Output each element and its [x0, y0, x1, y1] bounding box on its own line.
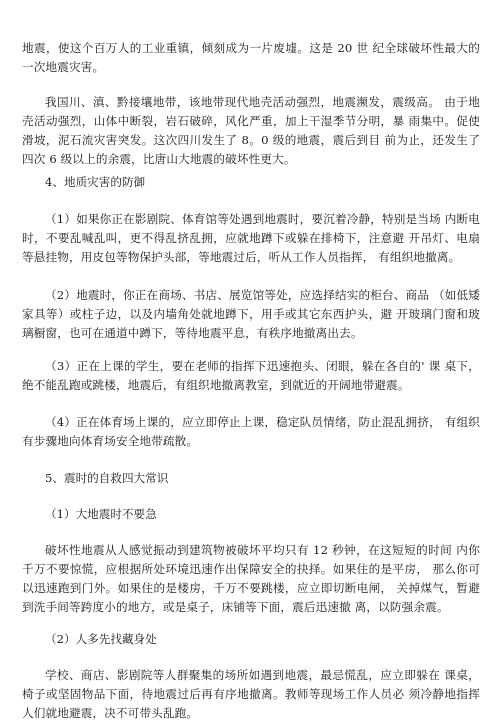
paragraph-stadium-defense: （4）正在体育场上课的，应立即停止上课，稳定队员情绪，防止混乱拥挤， 有组织有步骤地向体育场安全地带疏散。 [22, 415, 480, 448]
paragraph-mall-defense: （2）地震时，你正在商场、书店、展览馆等处，应选择结实的柜台、商品 （如低矮家具等）或柱子边，以及内墙角处就地蹲下，用手或其它东西护头，避 开玻璃门窗和玻璃橱窗，也可在通道中蹲下，等待地震平息，有秩序地撤离出去。 [22, 288, 480, 340]
subheading-dont-panic: （1）大地震时不要急 [45, 507, 157, 521]
paragraph-intro-continuation: 地震，使这个百万人的工业重镇，倾刻成为一片废墟。这是 20 世 纪全球破坏性最大的一次地震灾害。 [22, 41, 480, 74]
paragraph-theater-defense: （1）如果你正在影剧院、体育馆等处遇到地震时，要沉着冷静，特别是当场 内断电时，不要乱喊乱叫，更不得乱挤乱拥，应就地蹲下或躲在排椅下，注意避 开吊灯、电扇等悬挂物，用皮包等物保护头部，等地震过后，听从工作人员指挥， 有组织地撤离。 [22, 212, 480, 264]
subheading-find-shelter: （2）人多先找藏身处 [45, 632, 157, 646]
section-heading-defense: 4、地质灾害的防御 [45, 175, 146, 189]
paragraph-find-shelter: 学校、商店、影剧院等人群聚集的场所如遇到地震，最忌慌乱，应立即躲在 课桌，椅子或坚固物品下面，待地震过后再有序地撤离。教师等现场工作人员必 须冷静地指挥人们就地避震，决不可带头乱跑。 [22, 668, 480, 720]
section-heading-self-rescue: 5、震时的自救四大常识 [45, 471, 169, 485]
paragraph-dont-panic: 破坏性地震从人感觉振动到建筑物被破坏平均只有 12 秒钟，在这短短的时间 内你千万不要惊慌，应根据所处环境迅速作出保障安全的抉择。如果住的是平房， 那么你可以迅速跑到门外。如果住的是楼房，千万不要跳楼，应立即切断电闸， 关掉煤气，暂避到洗手间等跨度小的地方，或是桌子，床铺等下面，震后迅速撤 离，以防强余震。 [22, 543, 480, 614]
paragraph-sichuan-region: 我国川、滇、黔接壤地带，该地带现代地壳活动强烈，地震濒发，震级高。 由于地壳活动强烈，山体中断裂，岩石破碎，风化严重，加上干湿季节分明，暴 雨集中。促使滑坡，泥石流灾害突发。这次四川发生了 8。0 级的地震，震后到目 前为止，还发生了四次 6 级以上的余震，比唐山大地震的破坏性更大。 [22, 95, 480, 166]
paragraph-classroom-defense: （3）正在上课的学生，要在老师的指挥下迅速抱头、闭眼，躲在各自的' 课 桌下，绝不能乱跑或跳楼，地震后，有组织地撤离教室，到就近的开阔地带避震。 [22, 359, 480, 392]
